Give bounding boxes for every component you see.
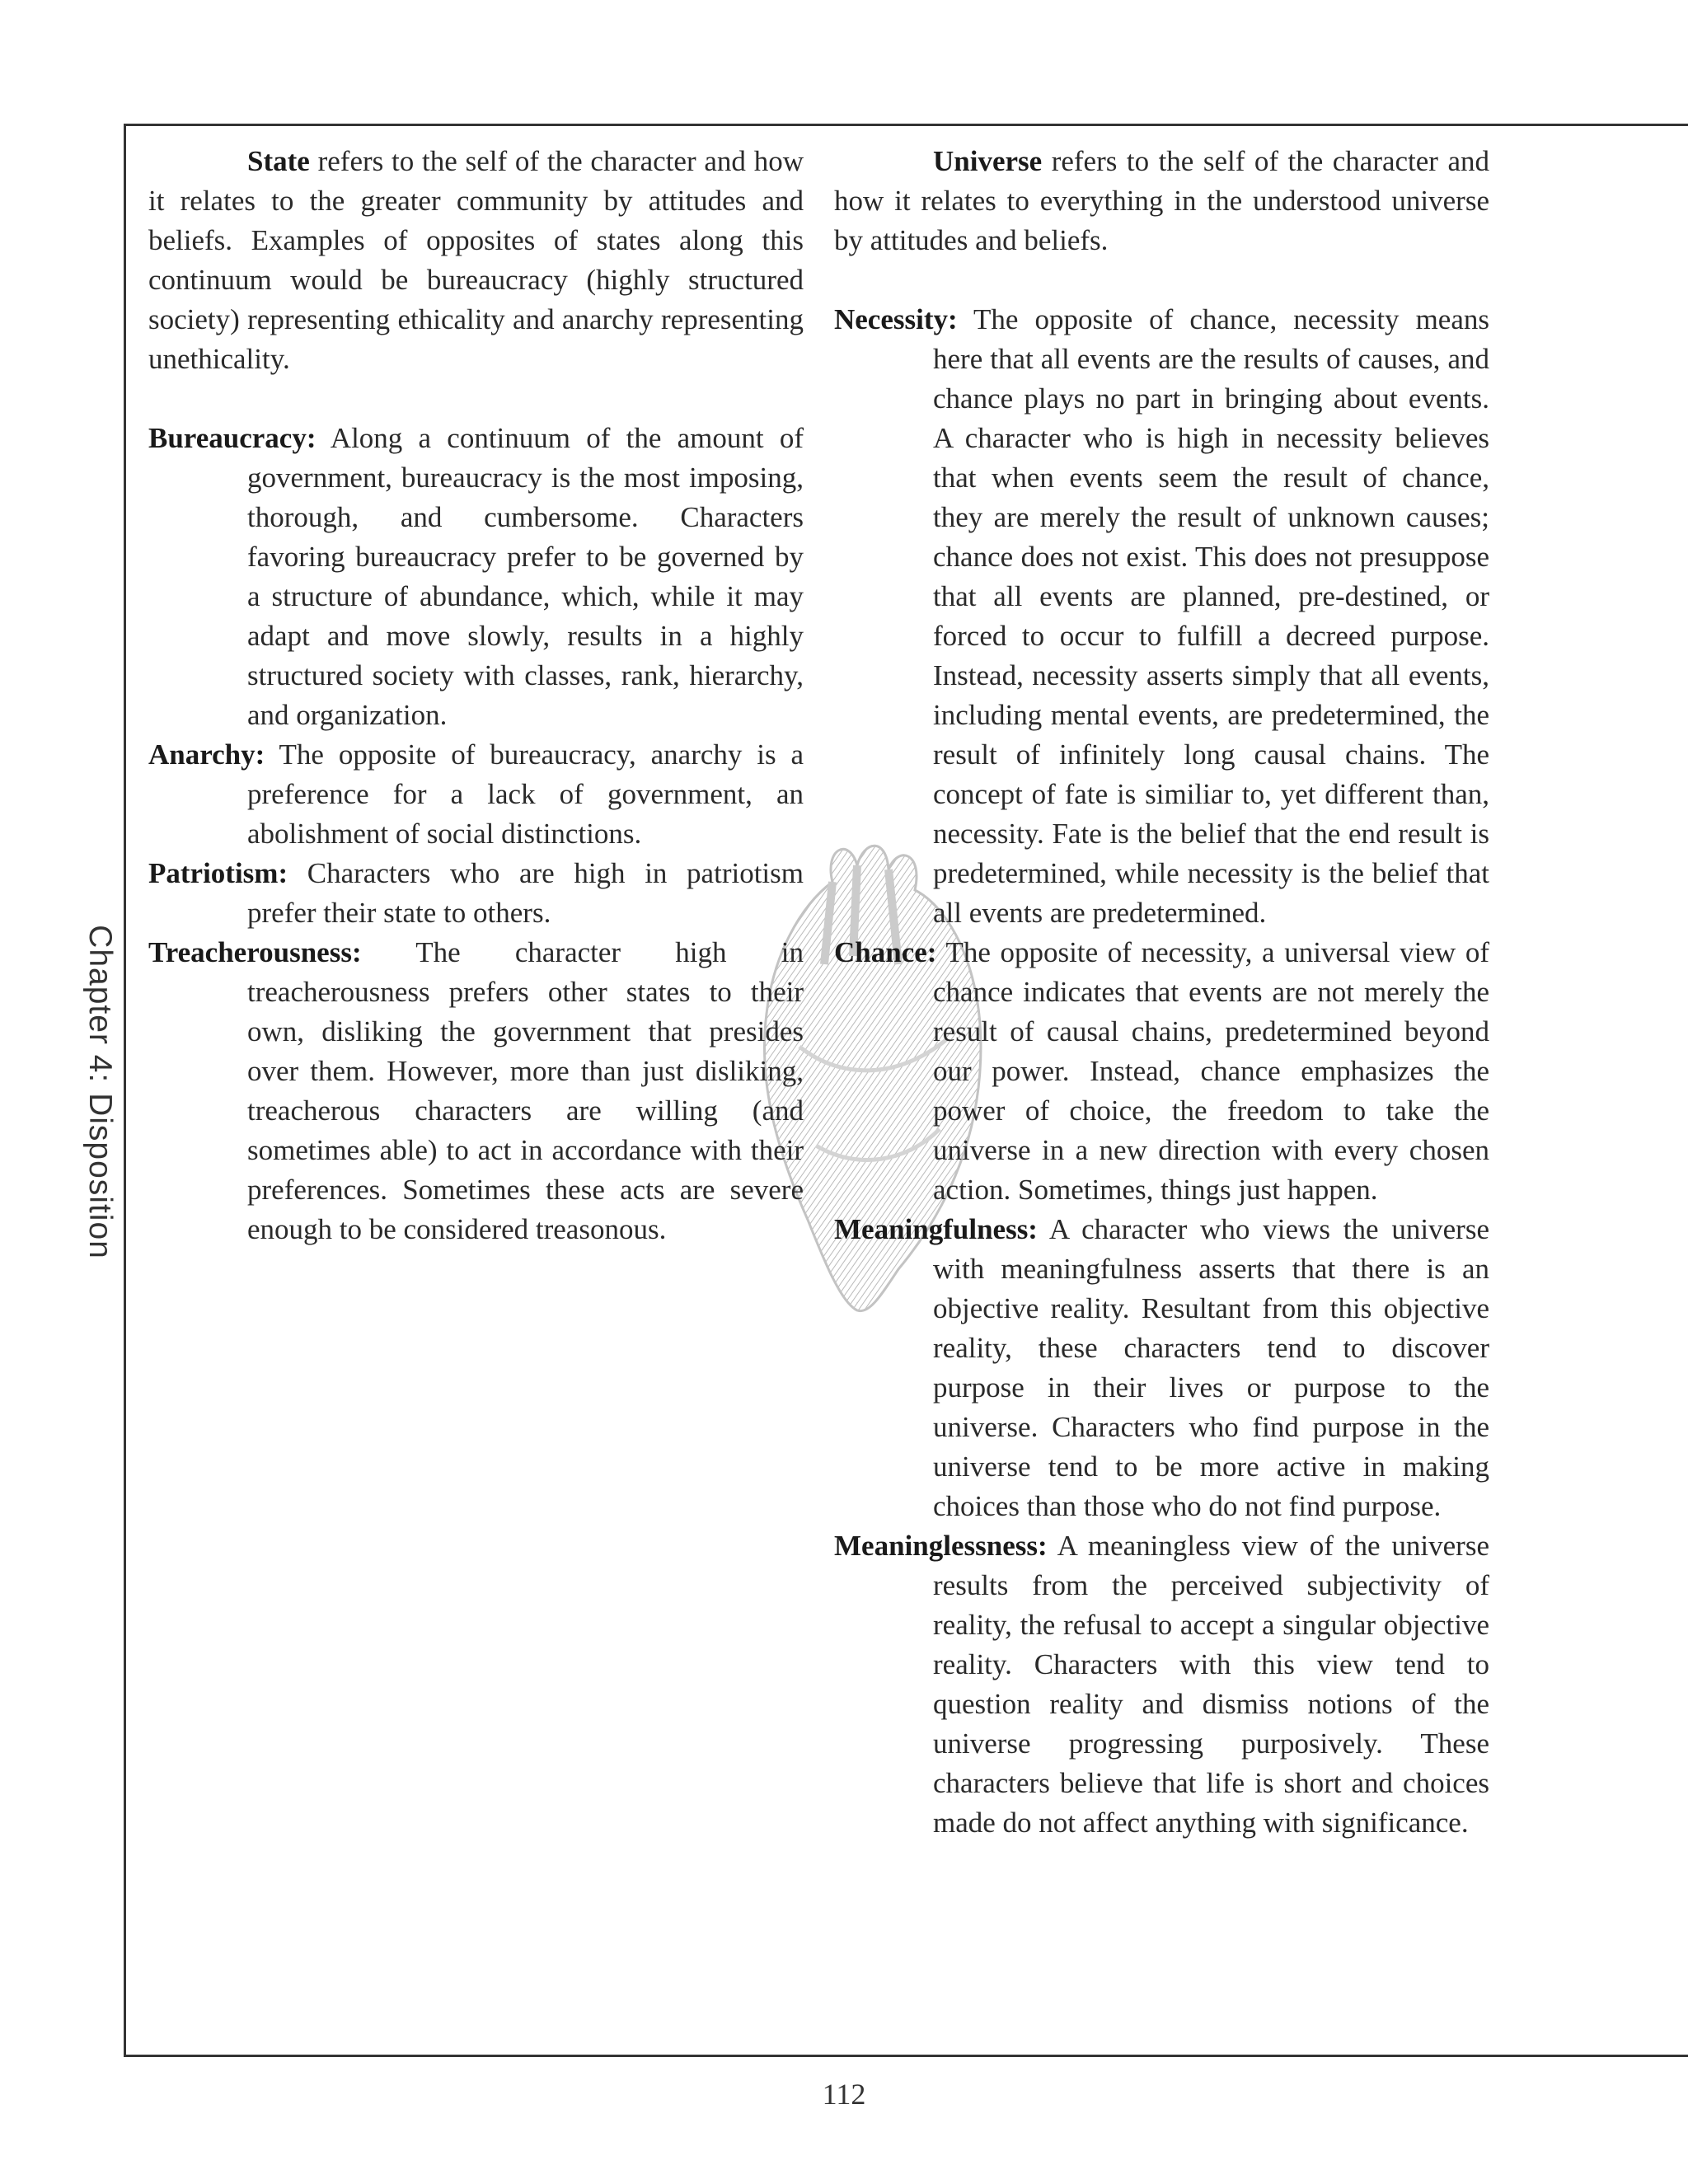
page-number: 112 <box>822 2078 866 2111</box>
left-column <box>148 142 804 1249</box>
entry-term: Anarchy: <box>148 738 265 771</box>
intro-term: Universe <box>933 145 1043 177</box>
entry-patriotism <box>148 854 804 933</box>
intro-term: State <box>247 145 310 177</box>
entry-term: Meaningfulness: <box>834 1213 1038 1245</box>
state-intro <box>148 142 804 379</box>
universe-intro <box>834 142 1489 260</box>
entry-text: Characters who are high in patriotism prefer their state to others. <box>247 857 804 929</box>
intro-text: refers to the self of the character and how it relates to everything in the understood universe by attitudes and beliefs. <box>834 145 1489 256</box>
entry-text: The opposite of necessity, a universal view of chance indicates that events are not merely the result of causal chains, predetermined beyond our power. Instead, chance emphasizes the power of choice, the freedom to take the universe in a new direction with every chosen action. Sometimes, things just happen. <box>933 936 1489 1206</box>
chapter-title: Chapter 4: Disposition <box>82 925 119 1259</box>
entry-term: Necessity: <box>834 303 958 335</box>
entry-term: Treacherousness: <box>148 936 362 968</box>
entry-treacherousness <box>148 933 804 1249</box>
entry-term: Patriotism: <box>148 857 288 889</box>
entry-text: The character high in treacherousness prefers other states to their own, disliking the government that presides over them. However, more than just disliking, treacherous characters are willing (and sometimes able) to act in accordance with their preferences. Sometimes these acts are severe enough to be considered treasonous. <box>247 936 804 1245</box>
entry-necessity <box>834 300 1489 933</box>
entry-term: Chance: <box>834 936 937 968</box>
entry-chance <box>834 933 1489 1210</box>
right-column <box>834 142 1489 1843</box>
entry-anarchy <box>148 735 804 854</box>
entry-term: Meaninglessness: <box>834 1530 1048 1562</box>
intro-text: refers to the self of the character and how it relates to the greater community by attitudes and beliefs. Examples of opposites of states along this continuum would be bureaucracy (highly structured society) representing ethicality and anarchy representing unethicality. <box>148 145 804 375</box>
entry-meaningfulness <box>834 1210 1489 1526</box>
entry-text: The opposite of chance, necessity means here that all events are the results of causes, and chance plays no part in bringing about events. A character who is high in necessity believes that when events seem the result of chance, they are merely the result of unknown causes; chance does not exist. This does not presuppose that all events are planned, pre-destined, or forced to occur to fulfill a decreed purpose. Instead, necessity asserts simply that all events, including mental events, are predetermined, the result of infinitely long causal chains. The concept of fate is similiar to, yet different than, necessity. Fate is the belief that the end result is predetermined, while necessity is the belief that all events are predetermined. <box>933 303 1489 929</box>
chapter-sidebar <box>71 902 129 1282</box>
entry-text: The opposite of bureaucracy, anarchy is a preference for a lack of government, an abolishment of social distinctions. <box>247 738 804 850</box>
entry-term: Bureaucracy: <box>148 422 316 454</box>
entry-text: A meaningless view of the universe results from the perceived subjectivity of reality, the refusal to accept a singular objective reality. Characters with this view tend to question reality and dismiss notions of the universe progressing purposively. These characters believe that life is short and choices made do not affect anything with significance. <box>933 1530 1489 1839</box>
entry-text: A character who views the universe with meaningfulness asserts that there is an objective reality. Resultant from this objective reality, these characters tend to discover purpose in their lives or purpose to the universe. Characters who find purpose in the universe tend to be more active in making choices than those who do not find purpose. <box>933 1213 1489 1522</box>
entry-meaninglessness <box>834 1526 1489 1843</box>
entry-text: Along a continuum of the amount of government, bureaucracy is the most imposing, thorough, and cumbersome. Characters favoring bureaucracy prefer to be governed by a structure of abundance, which, while it may adapt and move slowly, results in a highly structured society with classes, rank, hierarchy, and organization. <box>247 422 804 731</box>
entry-bureaucracy <box>148 419 804 735</box>
